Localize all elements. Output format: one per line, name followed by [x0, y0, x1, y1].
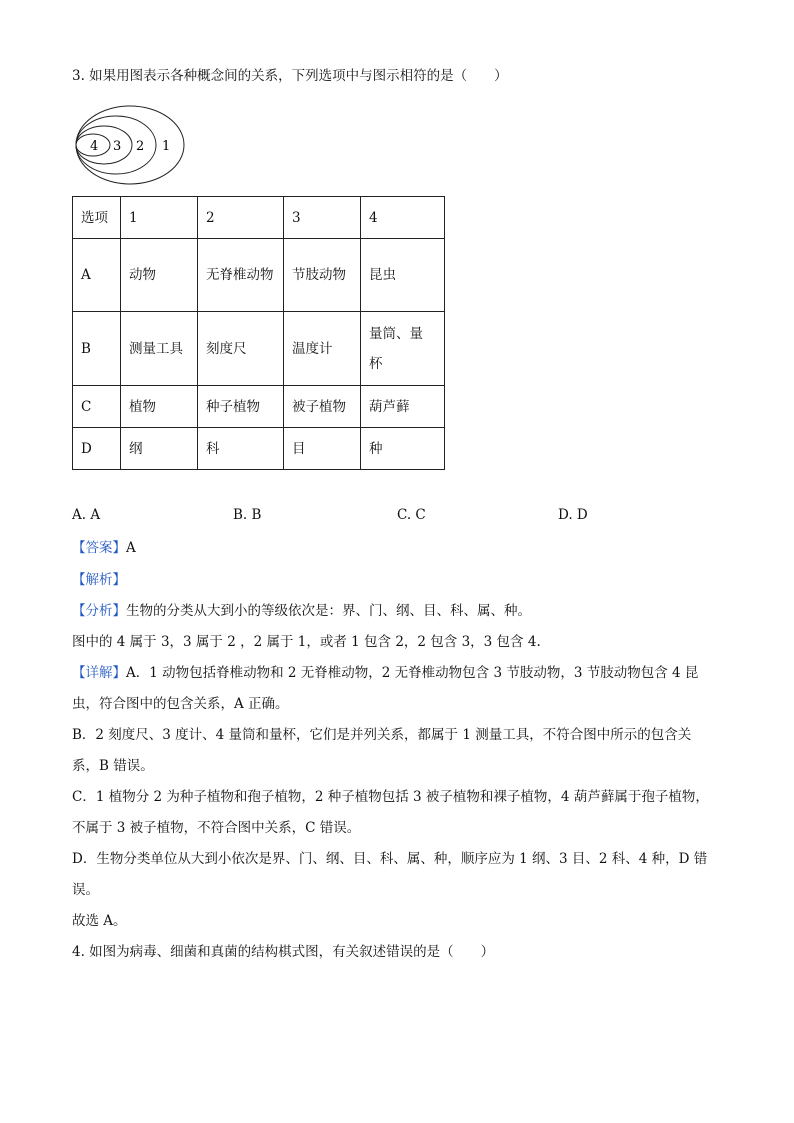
table-header-row [73, 197, 445, 239]
table-cell: 种 [361, 428, 445, 470]
table-cell: 无脊椎动物 [198, 239, 284, 312]
table-cell: 测量工具 [121, 312, 198, 386]
table-cell: 1 [121, 197, 198, 239]
answer-choices [72, 507, 722, 527]
analysis-text: 不属于 3 被子植物，不符合图中关系，C 错误。 [72, 820, 361, 836]
analysis-text: 误。 [72, 882, 99, 898]
table-cell: 动物 [121, 239, 198, 312]
table-cell: 刻度尺 [198, 312, 284, 386]
analysis-text: 图中的 4 属于 3，3 属于 2 ，2 属于 1，或者 1 包含 2，2 包含 3，3 包含 4. [72, 634, 541, 650]
table-cell: 科 [198, 428, 284, 470]
analysis-text: 生物的分类从大到小的等级依次是：界、门、纲、目、科、属、种。 [126, 603, 531, 619]
diagram-label-2: 2 [136, 139, 145, 154]
table-cell: 温度计 [284, 312, 361, 386]
choice-c[interactable]: C. C [397, 507, 426, 523]
table-cell: 4 [361, 197, 445, 239]
table-cell: D [73, 428, 121, 470]
question-4-stem: 4. 如图为病毒、细菌和真菌的结构棋式图，有关叙述错误的是（ ） [72, 944, 495, 960]
table-row [73, 312, 445, 386]
choice-b[interactable]: B. B [233, 507, 262, 523]
analysis-text: 虫，符合图中的包含关系，A 正确。 [72, 696, 289, 712]
table-cell: 种子植物 [198, 386, 284, 428]
table-cell: A [73, 239, 121, 312]
analysis-text: C．1 植物分 2 为种子植物和孢子植物，2 种子植物包括 3 被子植物和裸子植物，4 葫芦藓属于孢子植物， [72, 789, 709, 805]
analysis-line [72, 880, 99, 900]
table-cell: 植物 [121, 386, 198, 428]
analysis-bracket: 【详解】 [72, 665, 126, 681]
table-cell: 被子植物 [284, 386, 361, 428]
analysis-text: B．2 刻度尺、3 度计、4 量筒和量杯，它们是并列关系，都属于 1 测量工具，不符合图中所示的包含关 [72, 727, 692, 743]
table-cell: 目 [284, 428, 361, 470]
table-cell: 量筒、量杯 [361, 312, 445, 386]
table-cell: 2 [198, 197, 284, 239]
table-cell: 纲 [121, 428, 198, 470]
table-row [73, 386, 445, 428]
diagram-label-3: 3 [113, 139, 122, 154]
choice-a[interactable]: A. A [72, 507, 101, 523]
analysis-text: 系，B 错误。 [72, 758, 154, 774]
diagram-label-4: 4 [90, 139, 99, 154]
table-cell: B [73, 312, 121, 386]
table-cell: 3 [284, 197, 361, 239]
nested-concept-diagram [74, 104, 186, 186]
analysis-line [72, 694, 289, 714]
analysis-line [72, 632, 541, 652]
analysis-line [72, 663, 698, 683]
choice-d[interactable]: D. D [558, 507, 588, 523]
analysis-heading [72, 570, 126, 590]
analysis-line [72, 849, 707, 869]
table-row [73, 428, 445, 470]
analysis-bracket: 【分析】 [72, 603, 126, 619]
analysis-text: D．生物分类单位从大到小依次是界、门、纲、目、科、属、种，顺序应为 1 纲、3 目、2 科、4 种，D 错 [72, 851, 708, 867]
table-cell: 节肢动物 [284, 239, 361, 312]
question-3-stem: 3. 如果用图表示各种概念间的关系，下列选项中与图示相符的是（ ） [72, 68, 508, 84]
table-cell: 昆虫 [361, 239, 445, 312]
answer-label: 【答案】 [72, 540, 126, 556]
diagram-label-1: 1 [162, 139, 171, 154]
table-cell: 选项 [73, 197, 121, 239]
answer-line [72, 538, 136, 558]
analysis-text: 故选 A。 [72, 913, 127, 929]
analysis-line [72, 911, 127, 931]
analysis-line [72, 756, 154, 776]
options-table [72, 196, 445, 470]
answer-value: A [126, 540, 136, 556]
analysis-line [72, 787, 709, 807]
analysis-line [72, 818, 360, 838]
table-cell: C [73, 386, 121, 428]
analysis-line [72, 725, 691, 745]
analysis-line [72, 601, 531, 621]
analysis-text: A．1 动物包括脊椎动物和 2 无脊椎动物，2 无脊椎动物包含 3 节肢动物，3 节肢动物包含 4 昆 [126, 665, 699, 681]
ellipse-3 [76, 126, 132, 164]
table-row [73, 239, 445, 312]
analysis-label: 【解析】 [72, 572, 126, 588]
table-cell: 葫芦藓 [361, 386, 445, 428]
